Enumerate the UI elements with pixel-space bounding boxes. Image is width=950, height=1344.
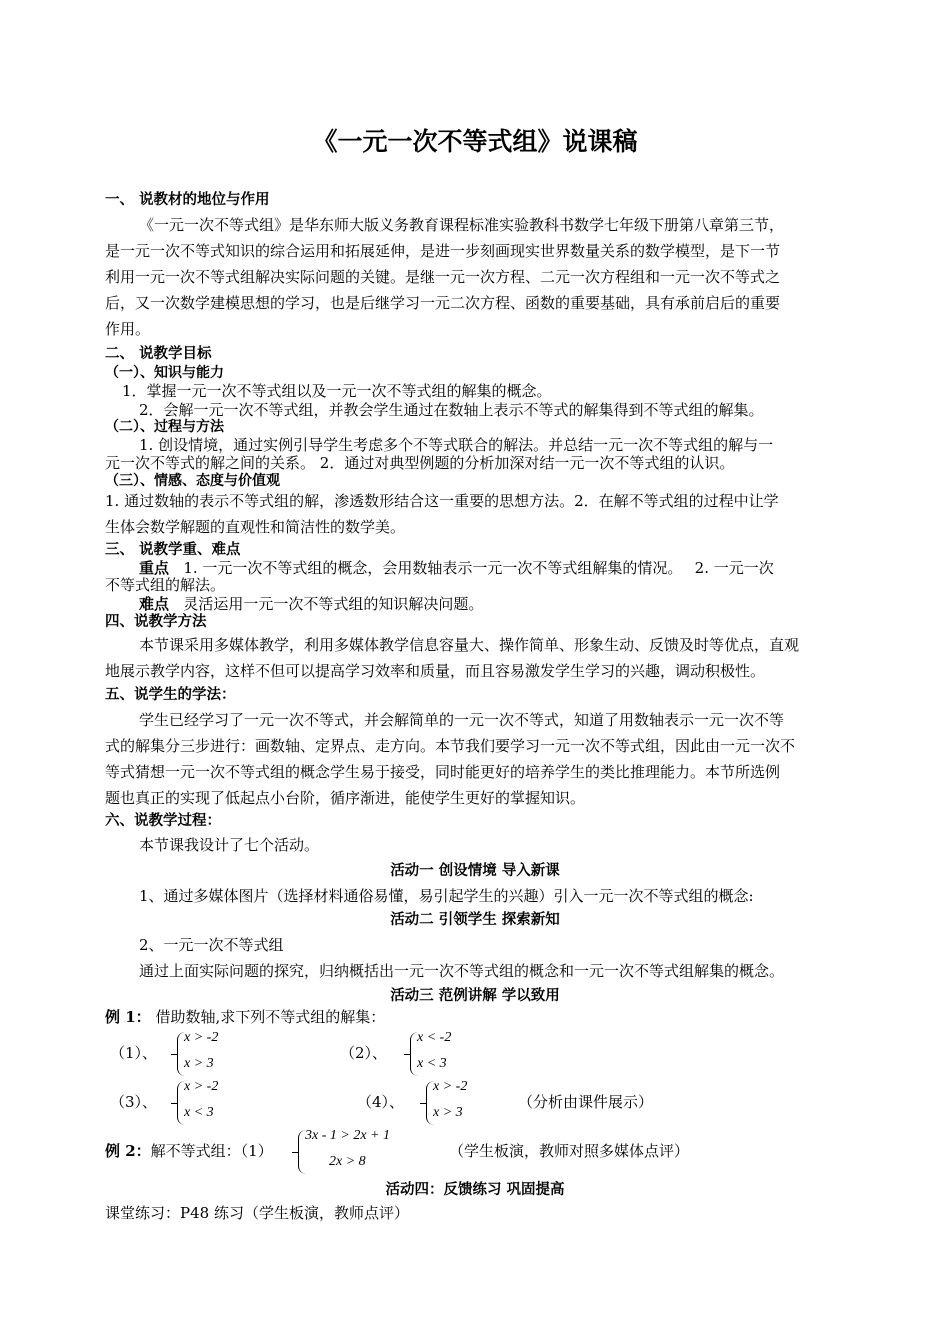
- paragraph-line: 本节课我设计了七个活动。: [139, 836, 320, 854]
- activity-2-title: 活动二 引领学生 探索新知: [390, 912, 560, 928]
- example-2-top: 3x - 1 > 2x + 1: [305, 1128, 390, 1143]
- difficulty-label: 难点: [139, 595, 170, 613]
- activity-1-title: 活动一 创设情境 导入新课: [390, 863, 560, 879]
- paragraph-line: 2、一元一次不等式组: [139, 936, 284, 954]
- system-4-top: x > -2: [433, 1079, 468, 1094]
- example-2-bottom: 2x > 8: [329, 1154, 366, 1169]
- example-2-label: 例 2：: [105, 1142, 151, 1160]
- system-4-bottom: x > 3: [433, 1105, 463, 1120]
- section-heading-4: 四、说教学方法: [105, 614, 207, 630]
- paragraph-line: 式的解集分三步进行：画数轴、定界点、走方向。本节我们要学习一元一次不等式组，因此由一元一次不: [105, 737, 796, 755]
- paragraph-line: 生体会数学解题的直观性和简洁性的数学美。: [105, 518, 406, 536]
- section-heading-6: 六、说教学过程：: [105, 813, 221, 829]
- system-1-top: x > -2: [184, 1030, 219, 1045]
- system-3-top: x > -2: [184, 1079, 219, 1094]
- difficulty-text: 灵活运用一元一次不等式组的知识解决问题。: [183, 595, 484, 613]
- section-heading-1: 一、 说教材的地位与作用: [105, 192, 270, 208]
- example-2-text: 解不等式组：（1）: [150, 1142, 273, 1160]
- subheading-attitude: （三）、情感、态度与价值观: [105, 473, 280, 489]
- paragraph-line: 1. 创设情境，通过实例引导学生考虑多个不等式联合的解法。并总结一元一次不等式组的解与一: [139, 436, 774, 454]
- paragraph-line: 《一元一次不等式组》是华东师大版义务教育课程标准实验教科书数学七年级下册第八章第三节，: [139, 216, 785, 234]
- system-2-bottom: x < 3: [417, 1056, 447, 1071]
- page-title: 《一元一次不等式组》说课稿: [312, 127, 638, 156]
- paragraph-line: 是一元一次不等式知识的综合运用和拓展延伸，是进一步刻画现实世界数量关系的数学模型，是下一节: [105, 242, 781, 260]
- paragraph-line: 不等式组的解法。: [105, 576, 226, 594]
- paragraph-line: 题也真正的实现了低起点小台阶，循序渐进，能使学生更好的掌握知识。: [105, 789, 586, 807]
- example-2-note: （学生板演，教师对照多媒体点评）: [449, 1142, 690, 1160]
- example-1-note: （分析由课件展示）: [518, 1093, 654, 1111]
- paragraph-line: 1. 通过数轴的表示不等式组的解，渗透数形结合这一重要的思想方法。2．在解不等式组的过程中让学: [105, 492, 779, 510]
- practice-line: 课堂练习：P48 练习（学生板演，教师点评）: [105, 1204, 409, 1222]
- system-4-label: （4）、: [357, 1093, 405, 1111]
- paragraph-line: 本节课采用多媒体教学，利用多媒体教学信息容量大、操作简单、形象生动、反馈及时等优点，直观: [139, 636, 800, 654]
- paragraph-line: 2．会解一元一次不等式组，并教会学生通过在数轴上表示不等式的解集得到不等式组的解集。: [139, 401, 764, 419]
- system-2-top: x < -2: [417, 1030, 452, 1045]
- activity-3-title: 活动三 范例讲解 学以致用: [390, 988, 560, 1004]
- paragraph-line: 地展示教学内容，这样不但可以提高学习效率和质量，而且容易激发学生学习的兴趣，调动积极性。: [105, 662, 766, 680]
- paragraph-line: 等式猜想一元一次不等式组的概念学生易于接受，同时能更好的培养学生的类比推理能力。本节所选例: [105, 763, 781, 781]
- paragraph-line: 学生已经学习了一元一次不等式，并会解简单的一元一次不等式，知道了用数轴表示一元一次不等: [139, 711, 785, 729]
- system-1-bottom: x > 3: [184, 1056, 214, 1071]
- section-heading-5: 五、说学生的学法：: [105, 687, 236, 703]
- key-points-text: 1. 一元一次不等式组的概念，会用数轴表示一元一次不等式组解集的情况。 2. 一元一次: [183, 559, 774, 577]
- example-1-text: 借助数轴,求下列不等式组的解集：: [155, 1008, 386, 1026]
- key-points-label: 重点: [139, 559, 170, 577]
- example-1-label: 例 1：: [105, 1008, 151, 1026]
- system-1-label: （1）、: [110, 1044, 158, 1062]
- paragraph-line: 后，又一次数学建模思想的学习，也是后继学习一元二次方程、函数的重要基础，具有承前启后的重要: [105, 294, 781, 312]
- system-3-bottom: x < 3: [184, 1105, 214, 1120]
- paragraph-line: 1．掌握一元一次不等式组以及一元一次不等式组的解集的概念。: [122, 382, 552, 400]
- paragraph-line: 通过上面实际问题的探究，归纳概括出一元一次不等式组的概念和一元一次不等式组解集的概念。: [139, 962, 785, 980]
- paragraph-line: 利用一元一次不等式组解决实际问题的关键。是继一元一次方程、二元一次方程组和一元一次不等式之: [105, 268, 781, 286]
- system-2-label: （2）、: [340, 1044, 388, 1062]
- section-heading-3: 三、 说教学重、难点: [105, 542, 241, 558]
- subheading-process: （二）、过程与方法: [105, 419, 224, 435]
- section-heading-2: 二、 说教学目标: [105, 346, 212, 362]
- paragraph-line: 元一次不等式的解之间的关系。 2．通过对典型例题的分析加深对结一元一次不等式组的认识。: [105, 454, 735, 472]
- system-3-label: （3）、: [110, 1093, 158, 1111]
- paragraph-line: 1、通过多媒体图片（选择材料通俗易懂，易引起学生的兴趣）引入一元一次不等式组的概念:: [139, 887, 754, 905]
- activity-4-title: 活动四：反馈练习 巩固提高: [385, 1182, 565, 1198]
- subheading-knowledge: （一）、知识与能力: [105, 365, 224, 381]
- paragraph-line: 作用。: [105, 320, 151, 338]
